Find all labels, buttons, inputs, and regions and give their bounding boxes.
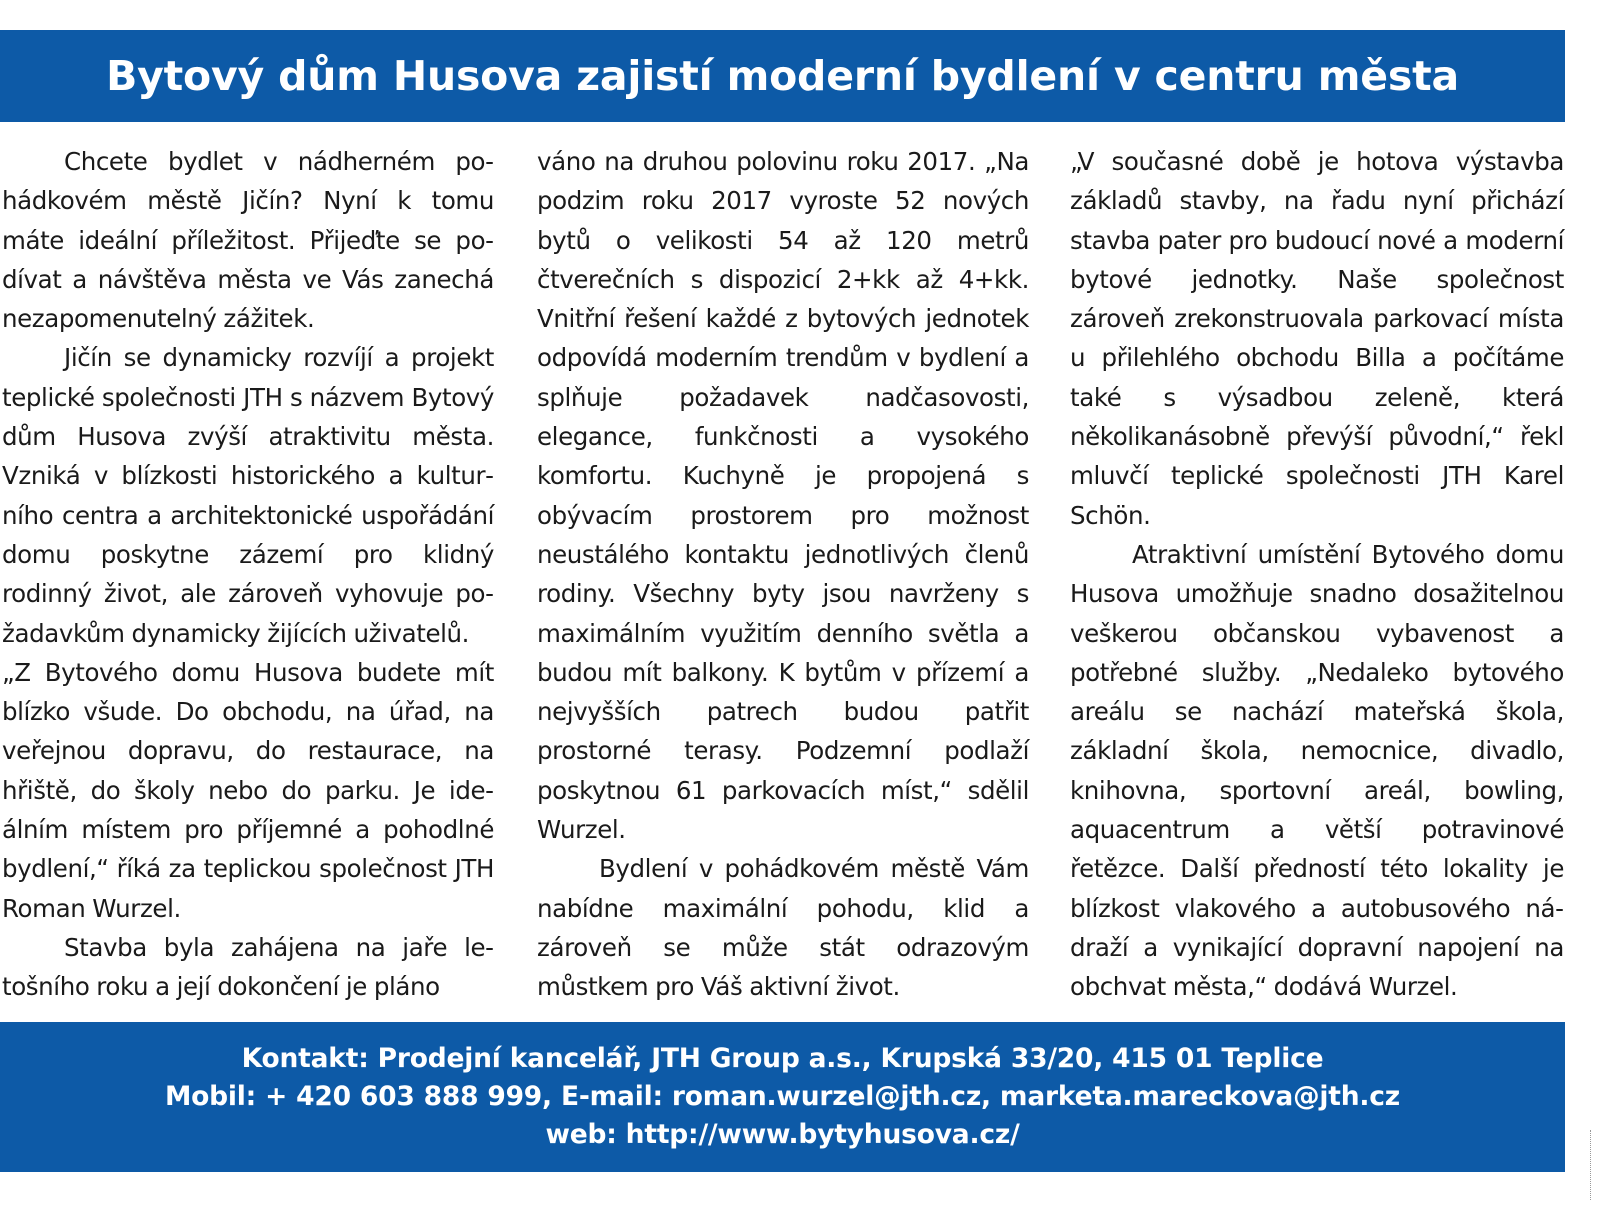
paragraph: váno na druhou polovinu roku 2017. „Na podzim roku 2017 vyroste 52 nových bytů o velikosti 54 až 120 metrů čtverečních s dispozicí 2+kk až 4+kk. Vnitřní řešení každé z bytových jednotek odpovídá moderním trendům v bydlení a splňuje požadavek nadčasovosti, elegance, funkčnosti a vysokého komfortu. Kuchyně je propojená s obývacím prostorem pro možnost neustálého kontaktu jednotlivých členů rodiny. Všechny byty jsou navrženy s maximálním využitím denního světla a budou mít balkony. K bytům v přízemí a nejvyšších patrech budou patřit prostorné terasy. Podzemní podlaží poskytnou 61 parkovacích míst,“ sdělil Wurzel. <box>537 147 1029 845</box>
paragraph: Stavba byla zahájena na jaře letošního roku a její dokončení je pláno <box>2 932 494 1002</box>
paragraph: Bydlení v pohádkovém městě Vám nabídne maximální pohodu, klid a zároveň se může stát odrazovým můstkem pro Váš aktivní život. <box>537 854 1029 1002</box>
contact-address: Kontakt: Prodejní kancelář, JTH Group a.s., Krupská 33/20, 415 01 Teplice <box>241 1043 1324 1074</box>
print-edge-mark <box>1590 1130 1597 1200</box>
paragraph: „Z Bytového domu Husova budete mít blízko všude. Do obchodu, na úřad, na veřejnou dopravu, do restaurace, na hřiště, do školy nebo do parku. Je ideálním místem pro příjemné a pohodlné bydlení,“ říká za teplickou společnost JTH Roman Wurzel. <box>2 657 494 923</box>
article-body <box>0 142 1570 1002</box>
contact-banner <box>0 1022 1565 1172</box>
paragraph: „V současné době je hotova výstavba základů stavby, na řadu nyní přichází stavba pater pro budoucí nové a moderní bytové jednotky. Naše společnost zároveň zrekonstruovala parkovací místa u přilehlého obchodu Billa a počítáme také s výsadbou zeleně, která několikanásobně převýší původní,“ řekl mluvčí teplické společnosti JTH Karel Schön. <box>1070 147 1564 530</box>
paragraph: Chcete bydlet v nádherném pohádkovém městě Jičín? Nyní k tomu máte ideální příležitost. Přijeďte se podívat a návštěva města ve Vás zanechá nezapomenutelný zážitek. <box>2 147 494 334</box>
text-column-2 <box>537 142 1029 1007</box>
headline-banner <box>0 30 1565 122</box>
contact-phone-email: Mobil: + 420 603 888 999, E-mail: roman.wurzel@jth.cz, marketa.mareckova@jth.cz <box>164 1081 1401 1112</box>
paragraph: Jičín se dynamicky rozvíjí a projekt teplické společnosti JTH s názvem Bytový dům Husova zvýší atraktivitu města. Vzniká v blízkosti historického a kulturního centra a architektonické uspořádání domu poskytne zázemí pro klidný rodinný život, ale zároveň vyhovuje požadavkům dynamicky žijících uživatelů. <box>2 343 494 648</box>
paragraph: Atraktivní umístění Bytového domu Husova umožňuje snadno dosažitelnou veškerou občanskou vybavenost a potřebné služby. „Nedaleko bytového areálu se nachází mateřská škola, základní škola, nemocnice, divadlo, knihovna, sportovní areál, bowling, aquacentrum a větší potravinové řetězce. Další předností této lokality je blízkost vlakového a autobusového nádraží a vynikající dopravní napojení na obchvat města,“ dodává Wurzel. <box>1070 539 1564 1002</box>
text-column-3 <box>1070 142 1564 1007</box>
article-headline: Bytový dům Husova zajistí moderní bydlení v centru města <box>106 52 1459 100</box>
contact-website: web: http://www.bytyhusova.cz/ <box>545 1119 1020 1150</box>
text-column-1 <box>2 142 494 1007</box>
